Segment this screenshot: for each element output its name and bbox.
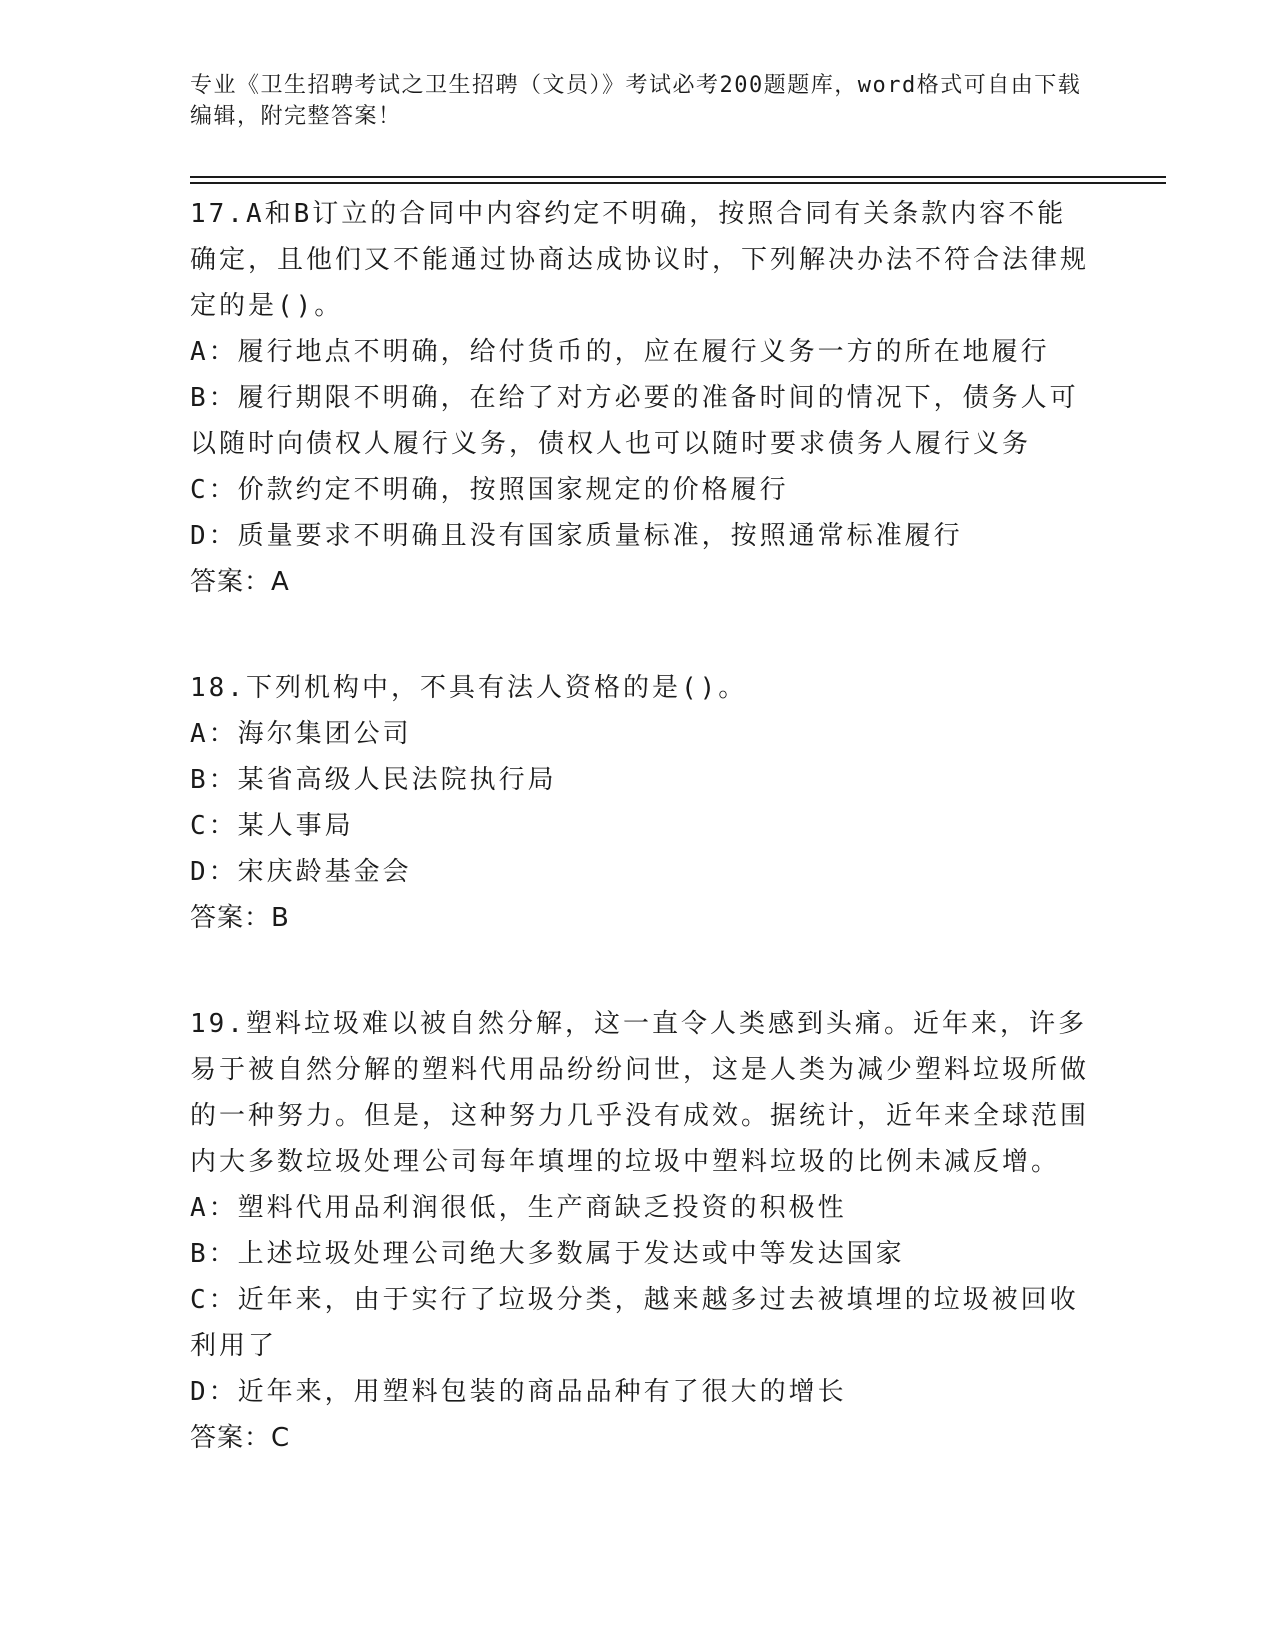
option-c: C：某人事局 [190,811,354,841]
header-divider-line [190,176,1166,178]
question-stem: 19.塑料垃圾难以被自然分解，这一直令人类感到头痛。近年来，许多易于被自然分解的塑料代用品纷纷问世，这是人类为减少塑料垃圾所做的一种努力。但是，这种努力几乎没有成效。据统计，近年来全球范围内大多数垃圾处理公司每年填埋的垃圾中塑料垃圾的比例未减反增。 [190,1009,1090,1177]
option-a: A：塑料代用品利润很低，生产商缺乏投资的积极性 [190,1193,847,1223]
question-stem: 18.下列机构中，不具有法人资格的是()。 [190,673,748,703]
option-a: A：海尔集团公司 [190,719,412,749]
header-divider-line [190,182,1166,184]
question-block [190,191,1090,605]
question-list [190,191,1090,1521]
question-block [190,665,1090,941]
option-d: D：近年来，用塑料包装的商品品种有了很大的增长 [190,1377,847,1407]
document-header: 专业《卫生招聘考试之卫生招聘（文员）》考试必考200题题库，word格式可自由下载编辑，附完整答案！ [190,73,1082,129]
option-b: B：某省高级人民法院执行局 [190,765,557,795]
option-d: D：质量要求不明确且没有国家质量标准，按照通常标准履行 [190,521,963,551]
question-stem: 17.A和B订立的合同中内容约定不明确，按照合同有关条款内容不能确定，且他们又不能通过协商达成协议时，下列解决办法不符合法律规定的是()。 [190,199,1090,321]
option-d: D：宋庆龄基金会 [190,857,412,887]
option-c: C：价款约定不明确，按照国家规定的价格履行 [190,475,789,505]
option-a: A：履行地点不明确，给付货币的，应在履行义务一方的所在地履行 [190,337,1050,367]
answer-line: 答案：A [190,567,290,597]
answer-line: 答案：C [190,1423,291,1453]
answer-line: 答案：B [190,903,290,933]
option-b: B：履行期限不明确，在给了对方必要的准备时间的情况下，债务人可以随时向债权人履行义务，债权人也可以随时要求债务人履行义务 [190,383,1079,459]
question-block [190,1001,1090,1461]
option-c: C：近年来，由于实行了垃圾分类，越来越多过去被填埋的垃圾被回收利用了 [190,1285,1079,1361]
option-b: B：上述垃圾处理公司绝大多数属于发达或中等发达国家 [190,1239,905,1269]
